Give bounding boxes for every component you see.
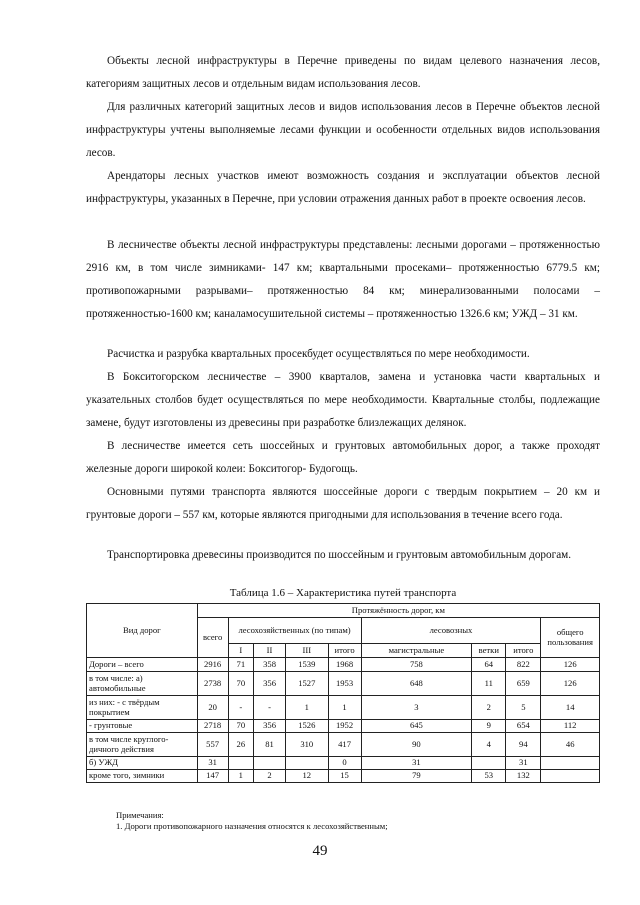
table-cell: 557 [197,733,228,757]
table-cell: 4 [472,733,506,757]
table-cell: 64 [472,658,506,672]
table-cell: 1527 [286,672,329,696]
table-cell: 126 [541,658,600,672]
header-timber-total: итого [506,644,541,658]
table-cell: 81 [254,733,286,757]
table-cell: 46 [541,733,600,757]
table-cell: 1526 [286,720,329,733]
header-timber: лесовозных [361,618,541,644]
table-cell: 2 [254,770,286,783]
table-cell: 147 [197,770,228,783]
table-cell: 9 [472,720,506,733]
table-row [87,696,600,720]
table-cell [228,757,254,770]
table-cell: 358 [254,658,286,672]
paragraph-quarter-posts: В Бокситогорском лесничестве – 3900 кварталов, замена и установка части квартальных и указательных столбов будет осуществляться по мере необходимости. Квартальные столбы, подлежащие замене, будут изготовлены из древесины при разработке близлежащих делянок. [86,371,600,429]
row-label: б) УЖД [87,757,198,770]
table-row [87,658,600,672]
table-cell: 126 [541,672,600,696]
table-cell [541,757,600,770]
table-row [87,720,600,733]
table-cell: 53 [472,770,506,783]
table-cell: 648 [361,672,472,696]
header-forestry-total: итого [328,644,361,658]
row-label: в том числе: а) автомобильные [87,672,198,696]
table-cell: 2738 [197,672,228,696]
table-cell [541,770,600,783]
table-row [87,757,600,770]
table-cell: 20 [197,696,228,720]
table-cell: 14 [541,696,600,720]
table-row [87,733,600,757]
notes-item: 1. Дороги противопожарного назначения относятся к лесохозяйственным; [116,821,388,831]
table-cell: 1 [328,696,361,720]
table-caption: Таблица 1.6 – Характеристика путей транспорта [229,587,457,599]
table-cell: 417 [328,733,361,757]
table-row [87,770,600,783]
table-cell: 3 [361,696,472,720]
table-notes [116,810,388,832]
paragraph-protective-forests: Для различных категорий защитных лесов и видов использования лесов в Перечне объектов лесной инфраструктуры учтены выполняемые лесами функции и особенности отдельных видов использования лесов. [86,101,600,159]
table-cell: 2916 [197,658,228,672]
table-cell: 356 [254,672,286,696]
table-cell: 1952 [328,720,361,733]
paragraph-road-network: В лесничестве имеется сеть шоссейных и грунтовых автомобильных дорог, а также проходят железные дороги широкой колеи: Бокситогор- Будогощь. [86,440,600,475]
row-label: в том числе круглого-дичного действия [87,733,198,757]
header-type-3: III [286,644,329,658]
header-branches: ветки [472,644,506,658]
table-cell: 310 [286,733,329,757]
table-cell: 659 [506,672,541,696]
paragraph-forestry-objects: В лесничестве объекты лесной инфраструктуры представлены: лесными дорогами – протяженностью 2916 км, в том числе зимниками- 147 км; квартальными просеками– протяженностью 6779.5 км; противопожарными разрывами– протяженностью 84 км; минерализованными полосами –протяженностью-1600 км; каналамосушительной системы – протяженностью 1326.6 км; УЖД – 31 км. [86,239,600,320]
table-cell: 654 [506,720,541,733]
table-cell: 822 [506,658,541,672]
table-body [87,658,600,783]
paragraph-main-transport: Основными путями транспорта являются шоссейные дороги с твердым покрытием – 20 км и грунтовые дороги – 557 км, которые являются пригодными для использования в течение всего года. [86,486,600,521]
table-cell: 2 [472,696,506,720]
table-cell: 356 [254,720,286,733]
row-label: - грунтовые [87,720,198,733]
table-cell: 1539 [286,658,329,672]
paragraph-lessees: Арендаторы лесных участков имеют возможность создания и эксплуатации объектов лесной инфраструктуры, указанных в Перечне, при условии отражения данных работ в проекте освоения лесов. [86,170,600,205]
notes-title: Примечания: [116,810,164,820]
header-type-2: II [254,644,286,658]
table-cell: 31 [361,757,472,770]
header-length: Протяжённость дорог, км [197,604,599,618]
table-cell: 70 [228,720,254,733]
row-label: кроме того, зимники [87,770,198,783]
table-cell: 2718 [197,720,228,733]
page-number: 49 [312,843,328,859]
table-cell: 0 [328,757,361,770]
table-cell: 12 [286,770,329,783]
table-cell: 1 [286,696,329,720]
table-cell: 1968 [328,658,361,672]
table-cell: 758 [361,658,472,672]
header-total: всего [197,618,228,658]
table-cell [286,757,329,770]
header-forestry: лесохозяйственных (по типам) [228,618,361,644]
paragraph-clearing: Расчистка и разрубка квартальных просекбудет осуществляться по мере необходимости. [107,348,530,360]
paragraph-infrastructure-list: Объекты лесной инфраструктуры в Перечне приведены по видам целевого назначения лесов, категориям защитных лесов и отдельным видам использования лесов. [86,55,600,90]
table-cell: 1 [228,770,254,783]
header-trunk: магистральные [361,644,472,658]
table-cell: 70 [228,672,254,696]
paragraph-timber-transport: Транспортировка древесины производится по шоссейным и грунтовым автомобильным дорогам. [107,549,572,561]
table-cell: 1953 [328,672,361,696]
row-label: Дороги – всего [87,658,198,672]
table-row [87,672,600,696]
table-cell: 112 [541,720,600,733]
table-cell: 71 [228,658,254,672]
table-cell: 11 [472,672,506,696]
transport-table [86,603,600,783]
table-cell: 132 [506,770,541,783]
table-cell: 90 [361,733,472,757]
table-cell: 645 [361,720,472,733]
table-cell: 15 [328,770,361,783]
table-cell: 26 [228,733,254,757]
table-cell: 5 [506,696,541,720]
table-cell [472,757,506,770]
table-cell [254,757,286,770]
table-cell: 79 [361,770,472,783]
table-cell: - [228,696,254,720]
table-cell: 94 [506,733,541,757]
table-cell: - [254,696,286,720]
table-cell: 31 [506,757,541,770]
table-cell: 31 [197,757,228,770]
header-public: общего пользования [541,618,600,658]
row-label: из них: - с твёрдым покрытием [87,696,198,720]
header-type-1: I [228,644,254,658]
header-road-type: Вид дорог [87,604,198,658]
